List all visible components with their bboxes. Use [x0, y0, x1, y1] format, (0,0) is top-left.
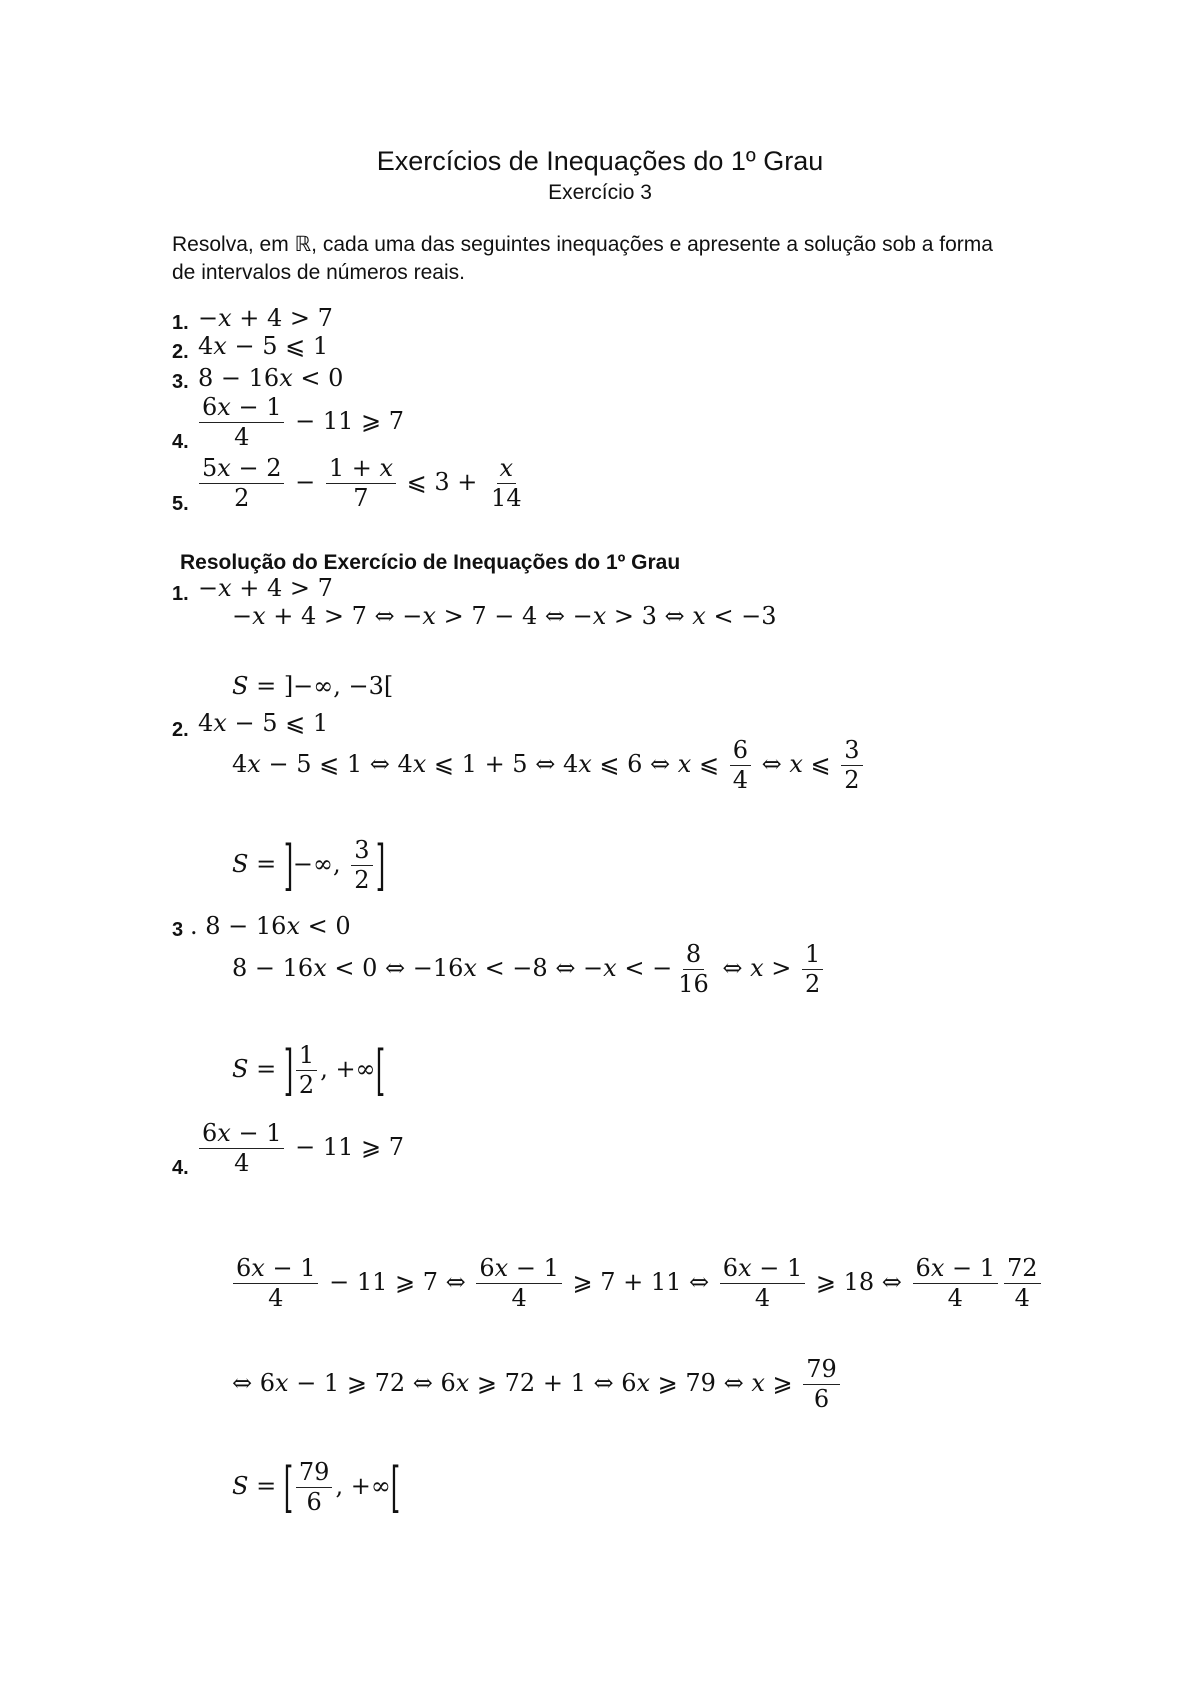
resolution-1-steps: −x + 4 > 7 ⇔ −x > 7 − 4 ⇔ −x > 3 ⇔ x < −3: [232, 602, 777, 630]
resolution-3-statement: . 8 − 16x < 0: [190, 912, 351, 940]
resolution-3-solution: S = ] $\frac{1}{2}$ , +∞[: [232, 1038, 385, 1102]
instructions-paragraph: Resolva, em ℝ, cada uma das seguintes inequações e apresente a solução sob a forma de intervalos de números reais.: [172, 233, 993, 284]
resolution-2-steps: 4x − 5 ⩽ 1 ⇔ 4x ⩽ 1 + 5 ⇔ 4x ⩽ 6 ⇔ x ⩽ $\frac{6}{4}$ ⇔ x ⩽ $\frac{3}{2}$: [232, 738, 866, 793]
resolution-2-statement: 4x − 5 ⩽ 1: [198, 709, 329, 737]
resolution-number-2: 2.: [172, 719, 189, 741]
resolution-1-statement: −x + 4 > 7: [198, 574, 333, 602]
exercise-1-formula: −x + 4 > 7: [198, 304, 333, 332]
exercise-number-1: 1.: [172, 312, 189, 334]
exercise-number-2: 2.: [172, 341, 189, 363]
exercise-4-formula: $\frac{6x - 1}{4}$ − 11 ⩾ 7: [196, 395, 404, 450]
resolution-heading: Resolução do Exercício de Inequações do 1º Grau: [180, 551, 681, 574]
exercise-3-formula: 8 − 16x < 0: [198, 364, 344, 392]
resolution-3-steps: 8 − 16x < 0 ⇔ −16x < −8 ⇔ −x < − $\frac{8}{16}$ ⇔ x > $\frac{1}{2}$: [232, 942, 826, 997]
exercise-number-3: 3.: [172, 371, 189, 393]
exercise-number-5: 5.: [172, 493, 189, 515]
resolution-number-4: 4.: [172, 1157, 189, 1179]
resolution-4-steps-line1: $\frac{6x - 1}{4}$ − 11 ⩾ 7 ⇔ $\frac{6x - 1}{4}$ ⩾ 7 + 11 ⇔ $\frac{6x - 1}{4}$ ⩾ 18 ⇔ $\frac{6x - 1}{4}$ $\frac{72}{4}$: [230, 1256, 1044, 1311]
resolution-4-solution: S = [ $\frac{79}{6}$ , +∞[: [232, 1455, 401, 1519]
page-title: Exercícios de Inequações do 1º Grau: [376, 146, 824, 176]
resolution-4-steps-line2: ⇔ 6x − 1 ⩾ 72 ⇔ 6x ⩾ 72 + 1 ⇔ 6x ⩾ 79 ⇔ x ⩾ $\frac{79}{6}$: [232, 1357, 843, 1412]
exercise-2-formula: 4x − 5 ⩽ 1: [198, 332, 329, 360]
resolution-number-3: 3: [172, 919, 184, 941]
resolution-number-1: 1.: [172, 583, 189, 605]
exercise-number-4: 4.: [172, 431, 189, 453]
resolution-2-solution: S = ]−∞, $\frac{3}{2}$ ]: [232, 833, 385, 897]
resolution-4-statement: $\frac{6x - 1}{4}$ − 11 ⩾ 7: [196, 1121, 404, 1176]
exercise-5-formula: $\frac{5x - 2}{2}$ − $\frac{1 + x}{7}$ ⩽ 3 + $\frac{x}{14}$: [196, 456, 528, 511]
resolution-1-solution: S = ]−∞, −3[: [232, 672, 394, 700]
page-subtitle: Exercício 3: [548, 181, 652, 204]
